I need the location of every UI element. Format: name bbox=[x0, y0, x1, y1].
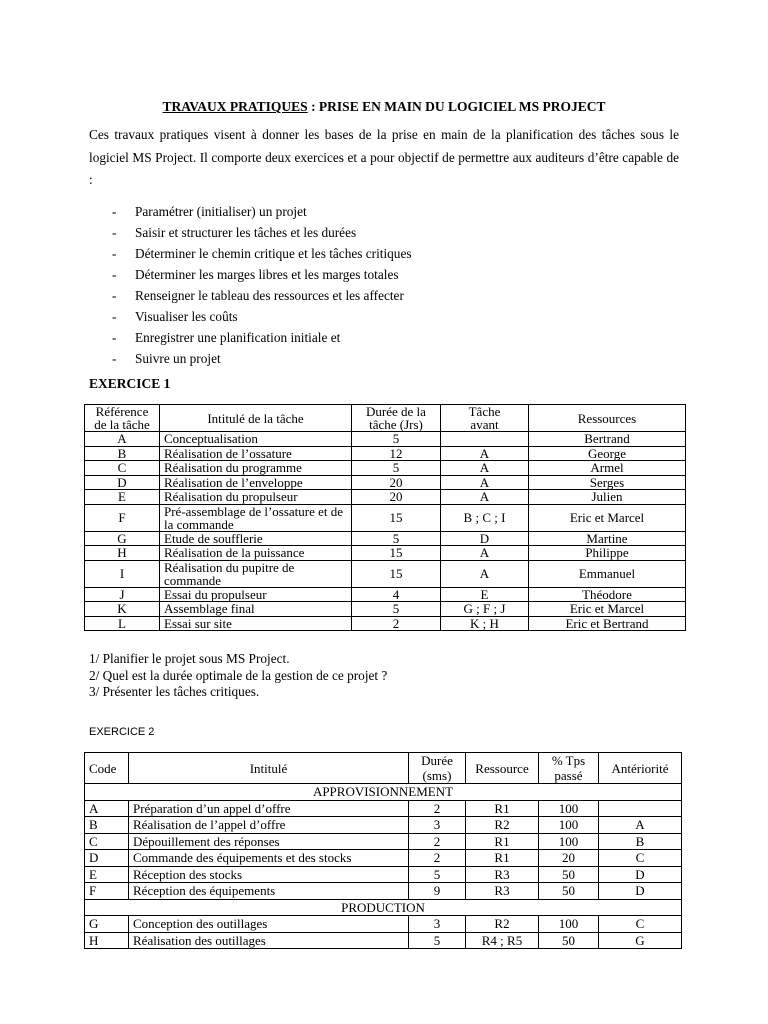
cell-reference: H bbox=[85, 546, 160, 561]
cell-code: G bbox=[85, 916, 129, 933]
cell-code: B bbox=[85, 817, 129, 834]
cell-title: Réception des stocks bbox=[129, 866, 409, 883]
cell-percent-time: 100 bbox=[539, 800, 599, 817]
cell-title: Dépouillement des réponses bbox=[129, 833, 409, 850]
cell-previous-task: D bbox=[441, 531, 529, 546]
cell-title: Assemblage final bbox=[160, 602, 352, 617]
exercise-2-heading: EXERCICE 2 bbox=[89, 726, 155, 738]
cell-reference: E bbox=[85, 490, 160, 505]
cell-previous-task: A bbox=[441, 461, 529, 476]
cell-resources: Eric et Marcel bbox=[529, 504, 686, 531]
cell-resources: Philippe bbox=[529, 546, 686, 561]
cell-code: H bbox=[85, 932, 129, 949]
cell-title: Etude de soufflerie bbox=[160, 531, 352, 546]
cell-percent-time: 50 bbox=[539, 932, 599, 949]
table-row bbox=[85, 833, 682, 850]
cell-reference: D bbox=[85, 475, 160, 490]
cell-resource: R1 bbox=[466, 800, 539, 817]
cell-resources: Julien bbox=[529, 490, 686, 505]
cell-reference: J bbox=[85, 587, 160, 602]
cell-resources: Eric et Marcel bbox=[529, 602, 686, 617]
header-prior: Antériorité bbox=[599, 753, 682, 784]
cell-duration: 3 bbox=[409, 916, 466, 933]
cell-duration: 5 bbox=[409, 866, 466, 883]
cell-prior: A bbox=[599, 817, 682, 834]
list-item: - Déterminer les marges libres et les marges totales bbox=[112, 264, 412, 285]
cell-previous-task bbox=[441, 432, 529, 447]
cell-code: F bbox=[85, 883, 129, 900]
table-row bbox=[85, 587, 686, 602]
cell-code: A bbox=[85, 800, 129, 817]
cell-duration: 2 bbox=[409, 833, 466, 850]
cell-reference: K bbox=[85, 602, 160, 617]
cell-resources: Serges bbox=[529, 475, 686, 490]
cell-resource: R4 ; R5 bbox=[466, 932, 539, 949]
table-row bbox=[85, 817, 682, 834]
table-row bbox=[85, 866, 682, 883]
section-label: APPROVISIONNEMENT bbox=[85, 784, 682, 801]
cell-reference: L bbox=[85, 616, 160, 631]
cell-title: Réalisation de la puissance bbox=[160, 546, 352, 561]
cell-previous-task: A bbox=[441, 560, 529, 587]
cell-reference: B bbox=[85, 446, 160, 461]
cell-resource: R1 bbox=[466, 850, 539, 867]
cell-title: Essai du propulseur bbox=[160, 587, 352, 602]
cell-title: Réception des équipements bbox=[129, 883, 409, 900]
cell-duration: 15 bbox=[352, 546, 441, 561]
table-row bbox=[85, 602, 686, 617]
cell-reference: I bbox=[85, 560, 160, 587]
cell-duration: 4 bbox=[352, 587, 441, 602]
cell-title: Essai sur site bbox=[160, 616, 352, 631]
table-row bbox=[85, 546, 686, 561]
cell-resources: Bertrand bbox=[529, 432, 686, 447]
cell-resources: Eric et Bertrand bbox=[529, 616, 686, 631]
cell-duration: 5 bbox=[352, 602, 441, 617]
cell-prior: D bbox=[599, 883, 682, 900]
cell-prior: C bbox=[599, 850, 682, 867]
question: 1/ Planifier le projet sous MS Project. bbox=[89, 651, 290, 666]
cell-resource: R3 bbox=[466, 866, 539, 883]
table-row bbox=[85, 461, 686, 476]
table-row bbox=[85, 616, 686, 631]
document-title bbox=[0, 99, 768, 115]
cell-percent-time: 50 bbox=[539, 866, 599, 883]
table-row bbox=[85, 475, 686, 490]
cell-duration: 5 bbox=[409, 932, 466, 949]
cell-previous-task: K ; H bbox=[441, 616, 529, 631]
cell-duration: 15 bbox=[352, 560, 441, 587]
cell-code: E bbox=[85, 866, 129, 883]
list-item: - Visualiser les coûts bbox=[112, 306, 412, 327]
cell-duration: 20 bbox=[352, 490, 441, 505]
exercise-1-questions bbox=[89, 651, 387, 701]
cell-prior bbox=[599, 800, 682, 817]
cell-duration: 5 bbox=[352, 531, 441, 546]
cell-title: Réalisation du propulseur bbox=[160, 490, 352, 505]
header-code: Code bbox=[85, 753, 129, 784]
table-row bbox=[85, 850, 682, 867]
cell-prior: B bbox=[599, 833, 682, 850]
cell-title: Conception des outillages bbox=[129, 916, 409, 933]
cell-duration: 3 bbox=[409, 817, 466, 834]
table-row bbox=[85, 490, 686, 505]
table-header-row bbox=[85, 405, 686, 432]
list-item: - Suivre un projet bbox=[112, 348, 412, 369]
cell-title: Réalisation des outillages bbox=[129, 932, 409, 949]
cell-duration: 9 bbox=[409, 883, 466, 900]
cell-prior: G bbox=[599, 932, 682, 949]
table-row bbox=[85, 531, 686, 546]
cell-title: Préparation d’un appel d’offre bbox=[129, 800, 409, 817]
cell-prior: D bbox=[599, 866, 682, 883]
cell-previous-task: A bbox=[441, 546, 529, 561]
intro-paragraph bbox=[89, 124, 679, 192]
cell-percent-time: 20 bbox=[539, 850, 599, 867]
cell-resource: R1 bbox=[466, 833, 539, 850]
cell-resource: R3 bbox=[466, 883, 539, 900]
cell-reference: G bbox=[85, 531, 160, 546]
cell-percent-time: 100 bbox=[539, 817, 599, 834]
header-title: Intitulé bbox=[129, 753, 409, 784]
list-item: - Paramétrer (initialiser) un projet bbox=[112, 201, 412, 222]
table-row bbox=[85, 560, 686, 587]
cell-duration: 5 bbox=[352, 461, 441, 476]
cell-previous-task: A bbox=[441, 446, 529, 461]
cell-duration: 2 bbox=[409, 850, 466, 867]
title-rest: : PRISE EN MAIN DU LOGICIEL MS PROJECT bbox=[307, 99, 606, 114]
cell-reference: A bbox=[85, 432, 160, 447]
cell-percent-time: 50 bbox=[539, 883, 599, 900]
cell-resource: R2 bbox=[466, 916, 539, 933]
cell-title: Réalisation de l’enveloppe bbox=[160, 475, 352, 490]
cell-title: Réalisation du pupitre de commande bbox=[160, 560, 352, 587]
header-duration: Durée de la tâche (Jrs) bbox=[352, 405, 441, 432]
cell-resource: R2 bbox=[466, 817, 539, 834]
cell-title: Pré-assemblage de l’ossature et de la commande bbox=[160, 504, 352, 531]
cell-previous-task: G ; F ; J bbox=[441, 602, 529, 617]
cell-percent-time: 100 bbox=[539, 916, 599, 933]
table-row bbox=[85, 446, 686, 461]
table-header-row bbox=[85, 753, 682, 784]
header-resources: Ressources bbox=[529, 405, 686, 432]
cell-reference: F bbox=[85, 504, 160, 531]
header-title: Intitulé de la tâche bbox=[160, 405, 352, 432]
cell-previous-task: A bbox=[441, 490, 529, 505]
list-item: - Saisir et structurer les tâches et les durées bbox=[112, 222, 412, 243]
cell-prior: C bbox=[599, 916, 682, 933]
cell-previous-task: E bbox=[441, 587, 529, 602]
cell-code: C bbox=[85, 833, 129, 850]
exercise-2-table bbox=[84, 752, 682, 949]
table-row bbox=[85, 800, 682, 817]
cell-previous-task: A bbox=[441, 475, 529, 490]
list-item: - Déterminer le chemin critique et les tâches critiques bbox=[112, 243, 412, 264]
header-reference: Référence de la tâche bbox=[85, 405, 160, 432]
exercise-1-table bbox=[84, 404, 686, 631]
cell-duration: 15 bbox=[352, 504, 441, 531]
question: 3/ Présenter les tâches critiques. bbox=[89, 684, 260, 699]
section-row bbox=[85, 899, 682, 916]
cell-duration: 5 bbox=[352, 432, 441, 447]
cell-title: Conceptualisation bbox=[160, 432, 352, 447]
table-row bbox=[85, 932, 682, 949]
cell-duration: 2 bbox=[352, 616, 441, 631]
table-row bbox=[85, 916, 682, 933]
cell-duration: 2 bbox=[409, 800, 466, 817]
list-item: - Enregistrer une planification initiale et bbox=[112, 327, 412, 348]
cell-reference: C bbox=[85, 461, 160, 476]
intro-text: Ces travaux pratiques visent à donner les bases de la prise en main de la planification des tâches sous le logiciel MS Project. Il comporte deux exercices et a pour objectif de permettre aux auditeurs d’être capable de : bbox=[89, 127, 679, 187]
header-percent-time: % Tps passé bbox=[539, 753, 599, 784]
table-row bbox=[85, 883, 682, 900]
cell-duration: 20 bbox=[352, 475, 441, 490]
objectives-list bbox=[112, 201, 412, 369]
cell-title: Réalisation de l’appel d’offre bbox=[129, 817, 409, 834]
cell-percent-time: 100 bbox=[539, 833, 599, 850]
cell-title: Commande des équipements et des stocks bbox=[129, 850, 409, 867]
cell-resources: George bbox=[529, 446, 686, 461]
title-prefix: TRAVAUX PRATIQUES bbox=[162, 99, 308, 114]
header-duration: Durée (sms) bbox=[409, 753, 466, 784]
cell-title: Réalisation de l’ossature bbox=[160, 446, 352, 461]
table-row bbox=[85, 432, 686, 447]
cell-code: D bbox=[85, 850, 129, 867]
list-item: - Renseigner le tableau des ressources et les affecter bbox=[112, 285, 412, 306]
section-label: PRODUCTION bbox=[85, 899, 682, 916]
header-previous-task: Tâche avant bbox=[441, 405, 529, 432]
question: 2/ Quel est la durée optimale de la gestion de ce projet ? bbox=[89, 667, 388, 683]
cell-duration: 12 bbox=[352, 446, 441, 461]
exercise-1-heading: EXERCICE 1 bbox=[89, 376, 171, 391]
cell-resources: Emmanuel bbox=[529, 560, 686, 587]
cell-resources: Martine bbox=[529, 531, 686, 546]
section-row bbox=[85, 784, 682, 801]
header-resource: Ressource bbox=[466, 753, 539, 784]
table-row bbox=[85, 504, 686, 531]
cell-previous-task: B ; C ; I bbox=[441, 504, 529, 531]
cell-resources: Armel bbox=[529, 461, 686, 476]
cell-title: Réalisation du programme bbox=[160, 461, 352, 476]
cell-resources: Théodore bbox=[529, 587, 686, 602]
